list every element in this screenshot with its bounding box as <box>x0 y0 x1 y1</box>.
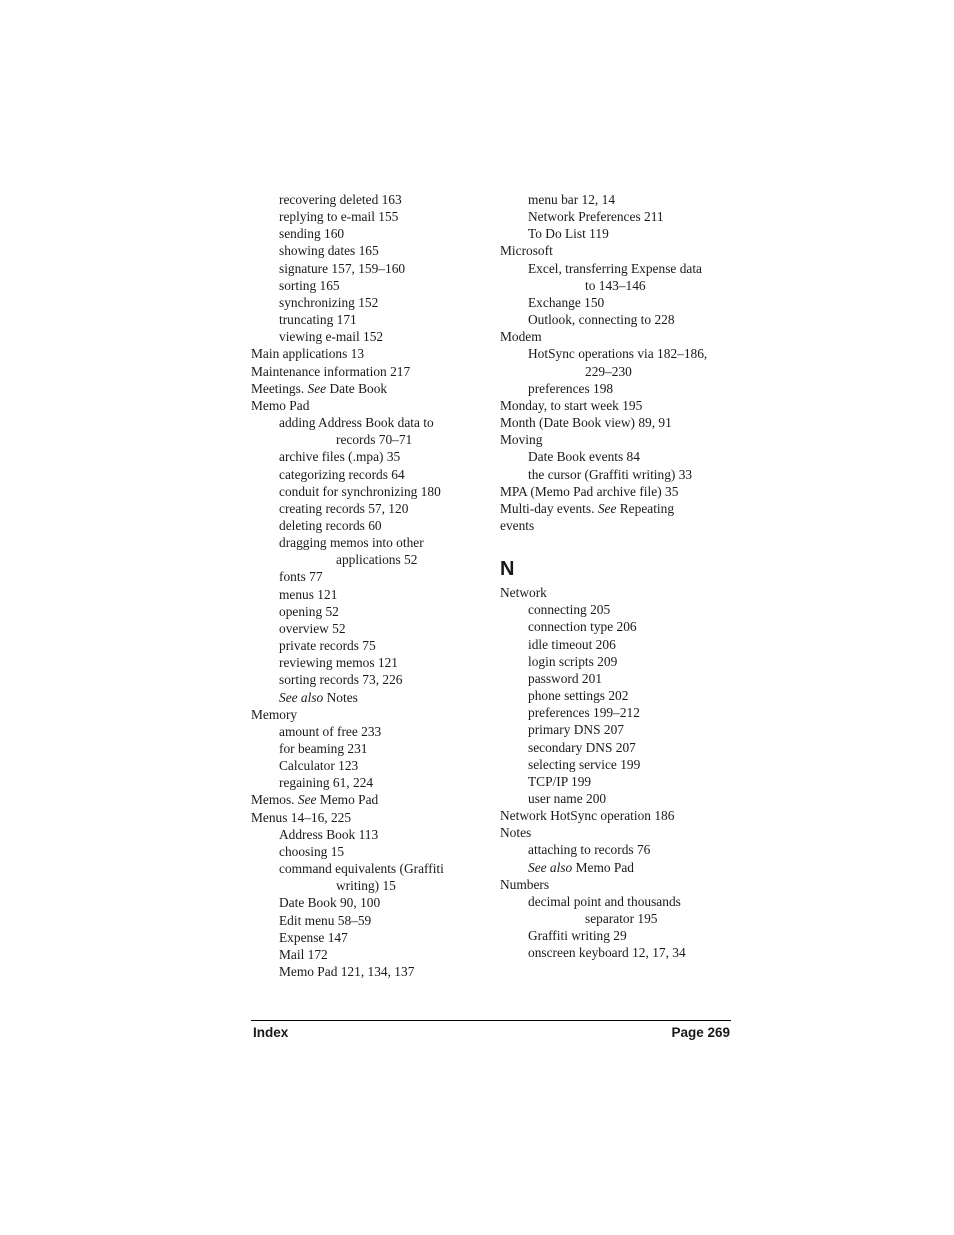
index-subentry: primary DNS 207 <box>528 722 624 738</box>
index-subentry: creating records 57, 120 <box>279 500 409 516</box>
index-entry: Memory <box>251 706 298 722</box>
index-continuation: writing) 15 <box>336 878 396 894</box>
see-reference: See also <box>279 689 324 705</box>
footer-section-label: Index <box>253 1025 289 1040</box>
index-entry <box>251 380 479 397</box>
index-entry-text: Multi-day events. <box>500 500 598 516</box>
index-subentry: choosing 15 <box>279 843 345 859</box>
index-entry: events <box>500 517 535 533</box>
index-subentry: Expense 147 <box>279 929 348 945</box>
index-entry-target: Memo Pad <box>316 792 379 808</box>
index-subentry: secondary DNS 207 <box>528 739 636 755</box>
index-subentry: menu bar 12, 14 <box>528 192 616 207</box>
index-subentry: for beaming 231 <box>279 741 368 756</box>
index-subentry: HotSync operations via 182–186, <box>528 346 708 362</box>
index-subentry: preferences 199–212 <box>528 705 640 721</box>
index-entry: Memo Pad <box>251 397 310 413</box>
index-continuation: 229–230 <box>585 363 632 379</box>
index-subentry: adding Address Book data to <box>279 415 434 431</box>
index-letter-heading: N <box>500 558 515 581</box>
index-subentry: signature 157, 159–160 <box>279 260 406 276</box>
index-continuation: applications 52 <box>336 552 418 568</box>
index-entry: Menus 14–16, 225 <box>251 809 352 825</box>
index-column-left <box>251 191 479 980</box>
index-subentry: Graffiti writing 29 <box>528 928 627 944</box>
index-subentry: Outlook, connecting to 228 <box>528 312 675 328</box>
index-subentry: showing dates 165 <box>279 243 379 259</box>
index-subentry: Mail 172 <box>279 946 328 962</box>
index-subentry: menus 121 <box>279 586 338 602</box>
index-column-right <box>500 191 736 962</box>
index-continuation: separator 195 <box>585 911 658 927</box>
index-subentry: conduit for synchronizing 180 <box>279 483 441 499</box>
index-entry-target: Memo Pad <box>572 859 635 875</box>
index-subentry: onscreen keyboard 12, 17, 34 <box>528 945 686 961</box>
see-reference: See <box>597 500 617 516</box>
index-subentry: Excel, transferring Expense data <box>528 260 702 276</box>
index-subentry: deleting records 60 <box>279 517 382 533</box>
index-subentry: preferences 198 <box>528 380 614 396</box>
index-subentry: private records 75 <box>279 638 376 654</box>
index-entry: MPA (Memo Pad archive file) 35 <box>500 483 679 499</box>
index-continuation: records 70–71 <box>336 432 413 448</box>
index-subentry: truncating 171 <box>279 312 357 328</box>
index-entry: Notes <box>500 825 532 841</box>
index-entry <box>500 500 736 517</box>
index-entry-text: Memos. <box>251 792 298 808</box>
index-subentry: command equivalents (Graffiti <box>279 861 444 877</box>
index-subentry: overview 52 <box>279 620 346 636</box>
index-subentry: Memo Pad 121, 134, 137 <box>279 964 415 980</box>
index-subentry: archive files (.mpa) 35 <box>279 449 401 465</box>
index-subentry: Network Preferences 211 <box>528 209 664 225</box>
index-subentry: amount of free 233 <box>279 723 382 739</box>
index-entry-target: Repeating <box>616 500 675 516</box>
index-subentry: sorting records 73, 226 <box>279 672 403 688</box>
index-subentry: sorting 165 <box>279 277 340 293</box>
index-subentry: sending 160 <box>279 226 345 242</box>
footer-rule <box>251 1020 731 1021</box>
index-subentry: idle timeout 206 <box>528 636 616 652</box>
index-subentry: phone settings 202 <box>528 688 629 704</box>
index-subentry: connecting 205 <box>528 602 611 618</box>
index-subentry: decimal point and thousands <box>528 893 681 909</box>
index-entry: Maintenance information 217 <box>251 363 411 379</box>
index-subentry: synchronizing 152 <box>279 294 379 310</box>
index-subentry: Calculator 123 <box>279 758 359 774</box>
index-entry: Main applications 13 <box>251 346 365 362</box>
index-subentry: the cursor (Graffiti writing) 33 <box>528 466 693 482</box>
index-entry-target: Date Book <box>326 380 388 396</box>
index-subentry: selecting service 199 <box>528 756 641 772</box>
see-reference: See also <box>528 859 573 875</box>
index-subentry: attaching to records 76 <box>528 842 651 858</box>
index-entry: Microsoft <box>500 243 553 259</box>
index-subentry <box>500 859 736 876</box>
index-entry-text: Meetings. <box>251 380 308 396</box>
index-subentry: recovering deleted 163 <box>279 192 402 207</box>
index-subentry: login scripts 209 <box>528 653 618 669</box>
index-subentry: dragging memos into other <box>279 535 424 551</box>
index-subentry: reviewing memos 121 <box>279 655 399 671</box>
index-subentry: Date Book events 84 <box>528 449 640 465</box>
index-subentry: viewing e-mail 152 <box>279 329 384 345</box>
index-subentry: opening 52 <box>279 603 339 619</box>
index-entry-target: Notes <box>323 689 358 705</box>
index-subentry <box>251 689 479 706</box>
index-entry: Moving <box>500 432 543 448</box>
index-subentry: password 201 <box>528 670 603 686</box>
index-entry <box>251 791 479 808</box>
see-reference: See <box>297 792 317 808</box>
index-subentry: replying to e-mail 155 <box>279 209 399 225</box>
index-subentry: categorizing records 64 <box>279 466 405 482</box>
index-entry: Numbers <box>500 876 550 892</box>
index-subentry: connection type 206 <box>528 619 637 635</box>
index-subentry: Exchange 150 <box>528 294 605 310</box>
index-subentry: To Do List 119 <box>528 226 609 242</box>
index-subentry: fonts 77 <box>279 569 323 585</box>
index-subentry: regaining 61, 224 <box>279 775 374 791</box>
index-entry: Network HotSync operation 186 <box>500 808 675 824</box>
index-entry: Monday, to start week 195 <box>500 397 643 413</box>
see-reference: See <box>307 380 327 396</box>
index-entry: Modem <box>500 329 542 345</box>
index-entry: Month (Date Book view) 89, 91 <box>500 415 672 431</box>
index-subentry: user name 200 <box>528 791 607 806</box>
footer-page-number: Page 269 <box>671 1025 730 1040</box>
index-subentry: Address Book 113 <box>279 826 379 842</box>
index-continuation: to 143–146 <box>585 277 646 293</box>
index-subentry: Date Book 90, 100 <box>279 895 381 911</box>
index-entry: Network <box>500 585 547 601</box>
index-subentry: Edit menu 58–59 <box>279 912 372 928</box>
index-subentry: TCP/IP 199 <box>528 773 592 789</box>
